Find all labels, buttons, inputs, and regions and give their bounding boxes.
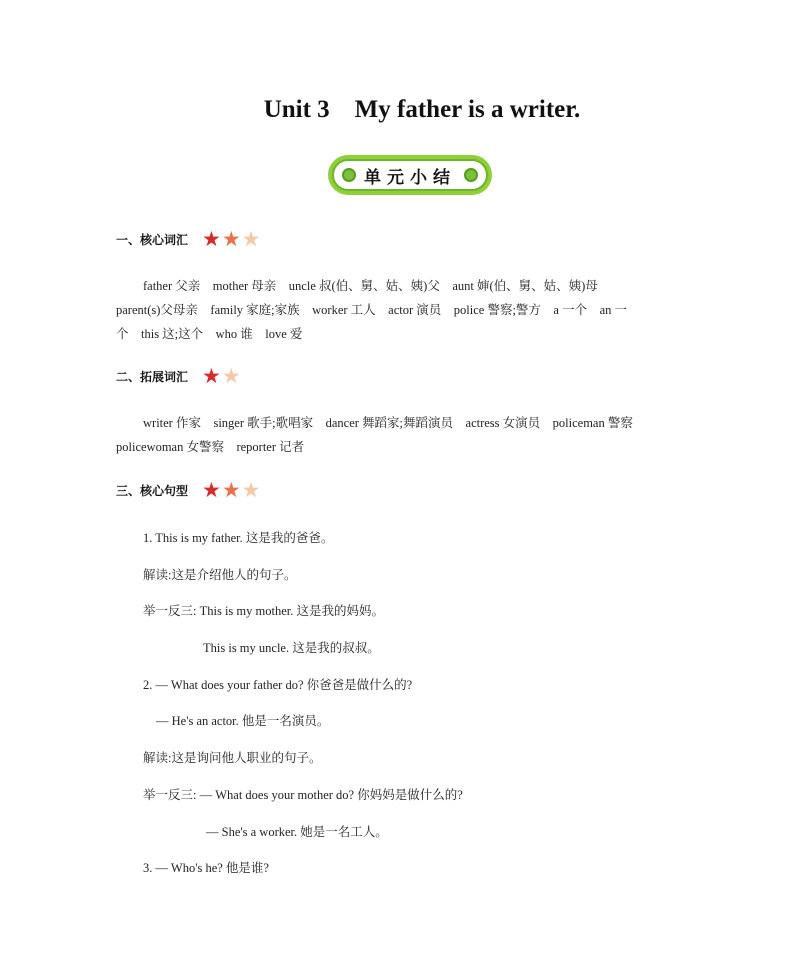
star-icon: ★ — [202, 227, 221, 251]
rating-stars — [202, 480, 261, 501]
star-icon: ★ — [221, 478, 241, 502]
star-icon: ★ — [202, 364, 221, 388]
green-dot-icon — [464, 168, 478, 182]
rating-stars — [202, 366, 242, 387]
sentence-line: 2. — What does your father do? 你爸爸是做什么的? — [143, 678, 413, 692]
section-heading-text: 三、核心句型 — [116, 484, 189, 498]
sentence-line: 举一反三: — What does your mother do? 你妈妈是做什么的? — [143, 788, 463, 802]
section-heading-extended-vocab — [116, 366, 242, 387]
sentence-line: This is my uncle. 这是我的叔叔。 — [203, 641, 380, 655]
badge-frame — [332, 159, 488, 191]
sentence-line: 1. This is my father. 这是我的爸爸。 — [143, 531, 334, 545]
star-icon: ★ — [202, 478, 221, 502]
vocab-line: father 父亲 mother 母亲 uncle 叔(伯、舅、姑、姨)父 aunt 婶(伯、舅、姑、姨)母 — [143, 279, 598, 293]
star-icon: ★ — [221, 364, 241, 388]
vocab-line: 个 this 这;这个 who 谁 love 爱 — [116, 327, 303, 341]
section-heading-core-vocab — [116, 229, 262, 250]
section-heading-text: 一、核心词汇 — [116, 233, 189, 247]
vocab-line: writer 作家 singer 歌手;歌唱家 dancer 舞蹈家;舞蹈演员 actress 女演员 policeman 警察 — [143, 416, 633, 430]
unit-summary-badge — [328, 155, 492, 195]
sentence-line: 解读:这是介绍他人的句子。 — [143, 568, 297, 582]
sentence-line: 解读:这是询问他人职业的句子。 — [143, 751, 322, 765]
green-dot-icon — [342, 168, 356, 182]
sentence-line: 3. — Who's he? 他是谁? — [143, 861, 269, 875]
star-icon: ★ — [241, 478, 261, 502]
vocab-line: policewoman 女警察 reporter 记者 — [116, 440, 305, 454]
badge-label: 单元小结 — [364, 167, 456, 188]
section-heading-text: 二、拓展词汇 — [116, 370, 189, 384]
page-title: Unit 3 My father is a writer. — [263, 96, 581, 123]
vocab-line: parent(s)父母亲 family 家庭;家族 worker 工人 actor 演员 police 警察;警方 a 一个 an 一 — [116, 303, 628, 317]
sentence-line: — He's an actor. 他是一名演员。 — [156, 714, 330, 728]
section-heading-core-sentences — [116, 480, 262, 501]
sentence-line: 举一反三: This is my mother. 这是我的妈妈。 — [143, 604, 384, 618]
star-icon: ★ — [221, 227, 241, 251]
sentence-line: — She's a worker. 她是一名工人。 — [206, 825, 388, 839]
rating-stars — [202, 229, 261, 250]
star-icon: ★ — [241, 227, 261, 251]
